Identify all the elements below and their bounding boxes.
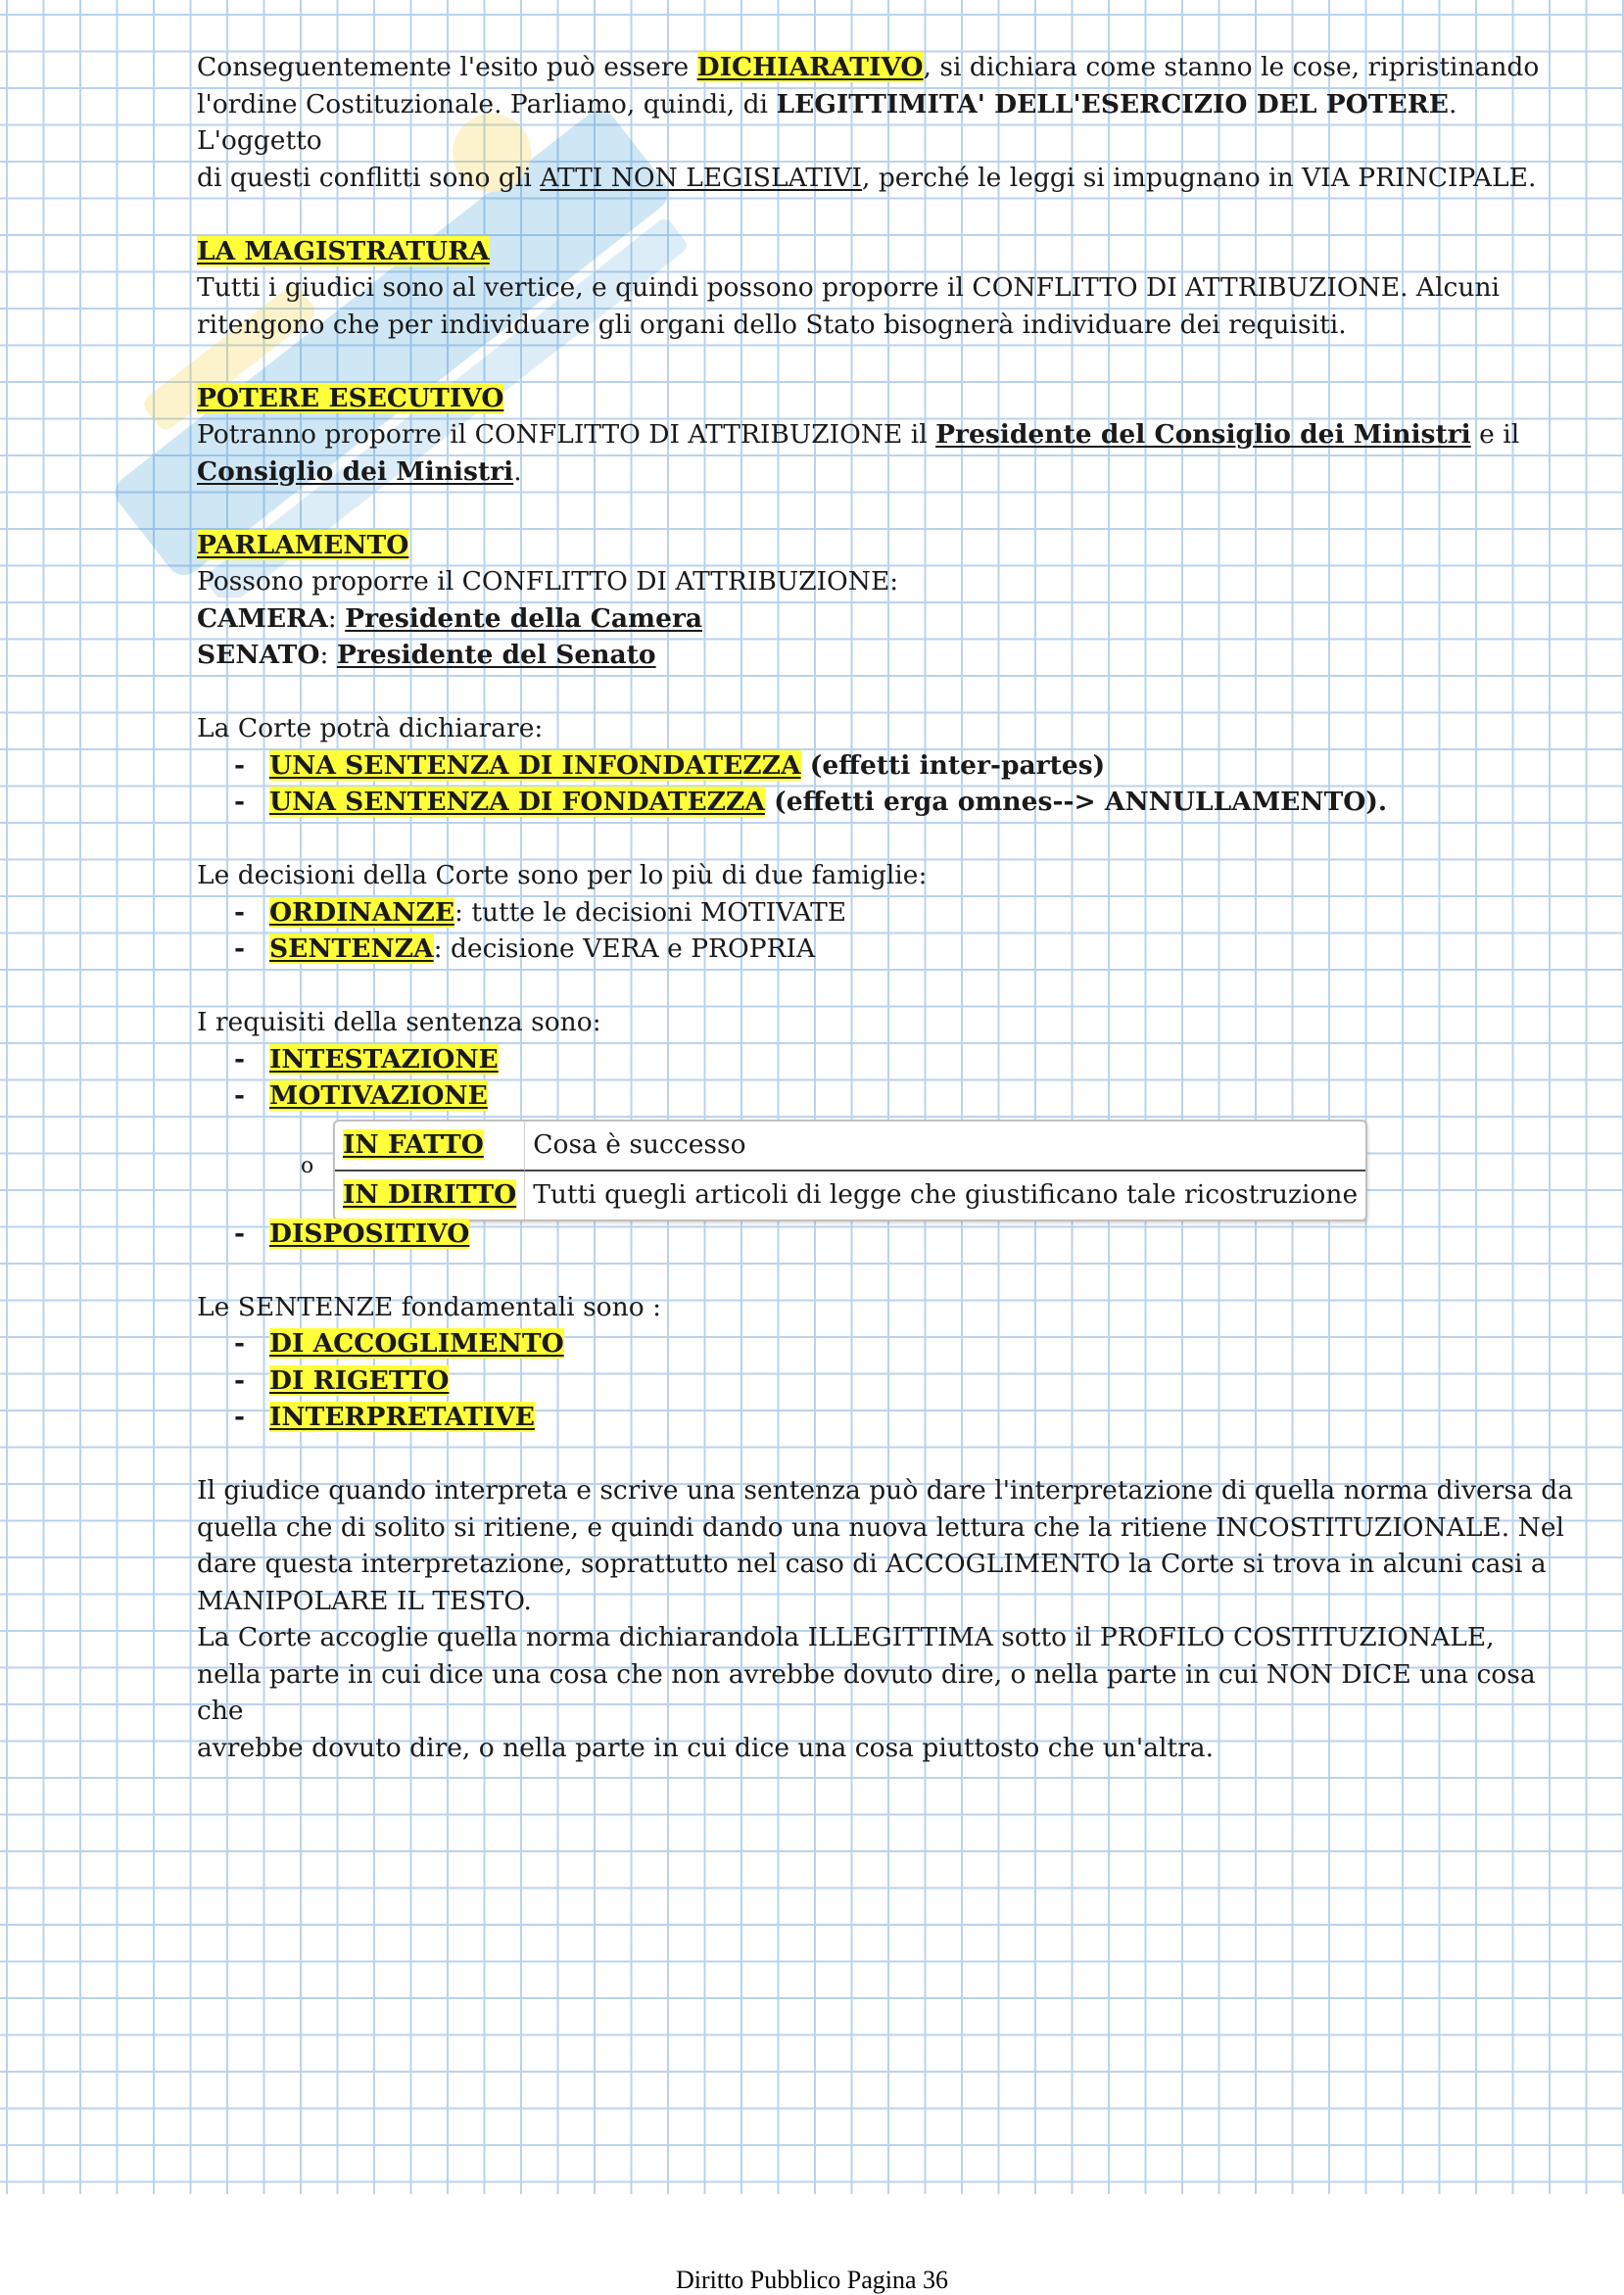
circle-bullet-icon: o [301,1153,314,1178]
decisioni-intro: Le decisioni della Corte sono per lo più di due famiglie: [197,860,928,890]
giudice-line: avrebbe dovuto dire, o nella parte in cui dice una cosa piuttosto che un'altra. [197,1732,1215,1763]
magistratura-line-1: Tutti i giudici sono al vertice, e quindi possono proporre il CONFLITTO DI ATTRIBUZIONE. Alcuni [197,272,1500,303]
list-item: - DI ACCOGLIMENTO [197,1325,1578,1363]
corte-list [197,747,1578,821]
legittimita-bold: LEGITTIMITA' DELL'ESERCIZIO DEL POTERE [776,88,1449,120]
magistratura-line-2: ritengono che per individuare gli organi dello Stato bisognerà individuare dei requisiti. [197,309,1347,340]
intro-line-2: l'ordine Costituzionale. Parliamo, quindi, di LEGITTIMITA' DELL'ESERCIZIO DEL POTERE. L'oggetto [197,88,1457,156]
decisioni-list [197,894,1578,968]
list-item: - DISPOSITIVO [197,1216,1578,1253]
giudice-line: MANIPOLARE IL TESTO. [197,1585,532,1616]
giudice-line: La Corte accoglie quella norma dichiarandola ILLEGITTIMA sotto il PROFILO COSTITUZIONALE, [197,1622,1495,1652]
esecutivo-heading: POTERE ESECUTIVO [197,382,504,413]
list-item: - MOTIVAZIONE [197,1077,1578,1115]
list-item: - DI RIGETTO [197,1363,1578,1400]
motivazione-table [333,1120,1367,1221]
list-item: - INTERPRETATIVE [197,1399,1578,1436]
list-item: - INTESTAZIONE [197,1041,1578,1078]
fondamentali-list [197,1325,1578,1436]
parlamento-heading: PARLAMENTO [197,529,409,560]
requisiti-list [197,1041,1578,1115]
table-row: IN FATTO Cosa è successo [335,1122,1365,1171]
document-body [197,49,1578,1766]
giudice-line: Il giudice quando interpreta e scrive una sentenza può dare l'interpretazione di quella norma diversa da [197,1475,1573,1506]
giudice-line: nella parte in cui dice una cosa che non avrebbe dovuto dire, o nella parte in cui NON DICE una cosa che [197,1658,1536,1726]
magistratura-heading: LA MAGISTRATURA [197,235,490,266]
motivazione-subtable [197,1115,1578,1216]
dichiarativo-highlight: DICHIARATIVO [696,52,924,82]
giudice-line: dare questa interpretazione, soprattutto nel caso di ACCOGLIMENTO la Corte si trova in alcuni casi a [197,1549,1547,1579]
table-row: IN DIRITTO Tutti quegli articoli di legge che giustificano tale ricostruzione [335,1171,1365,1219]
intro-line-1: Conseguentemente l'esito può essere DICHIARATIVO, si dichiara come stanno le cose, ripristinando [197,52,1540,82]
atti-non-legislativi: ATTI NON LEGISLATIVI [540,162,862,193]
list-item: - UNA SENTENZA DI INFONDATEZZA (effetti inter-partes) [197,747,1578,785]
fondamentali-intro: Le SENTENZE fondamentali sono : [197,1291,661,1322]
esecutivo-line-1: Potranno proporre il CONFLITTO DI ATTRIBUZIONE il Presidente del Consiglio dei Ministri e il [197,419,1520,450]
giudice-line: quella che di solito si ritiene, e quindi dando una nuova lettura che la ritiene INCOSTITUZIONALE. Nel [197,1511,1564,1543]
requisiti-list-cont [197,1216,1578,1253]
camera-line: CAMERA: Presidente della Camera [197,602,703,634]
corte-intro: La Corte potrà dichiarare: [197,713,544,743]
esecutivo-line-2: Consiglio dei Ministri. [197,455,522,487]
parlamento-line-1: Possono proporre il CONFLITTO DI ATTRIBUZIONE: [197,566,899,597]
page-footer: Diritto Pubblico Pagina 36 [675,2266,949,2294]
senato-line: SENATO: Presidente del Senato [197,640,656,670]
list-item: - ORDINANZE: tutte le decisioni MOTIVATE [197,894,1578,932]
list-item: - SENTENZA: decisione VERA e PROPRIA [197,931,1578,968]
list-item: - UNA SENTENZA DI FONDATEZZA (effetti erga omnes--> ANNULLAMENTO). [197,784,1578,821]
intro-line-3: di questi conflitti sono gli ATTI NON LEGISLATIVI, perché le leggi si impugnano in VIA PRINCIPALE. [197,162,1537,193]
requisiti-intro: I requisiti della sentenza sono: [197,1007,601,1037]
